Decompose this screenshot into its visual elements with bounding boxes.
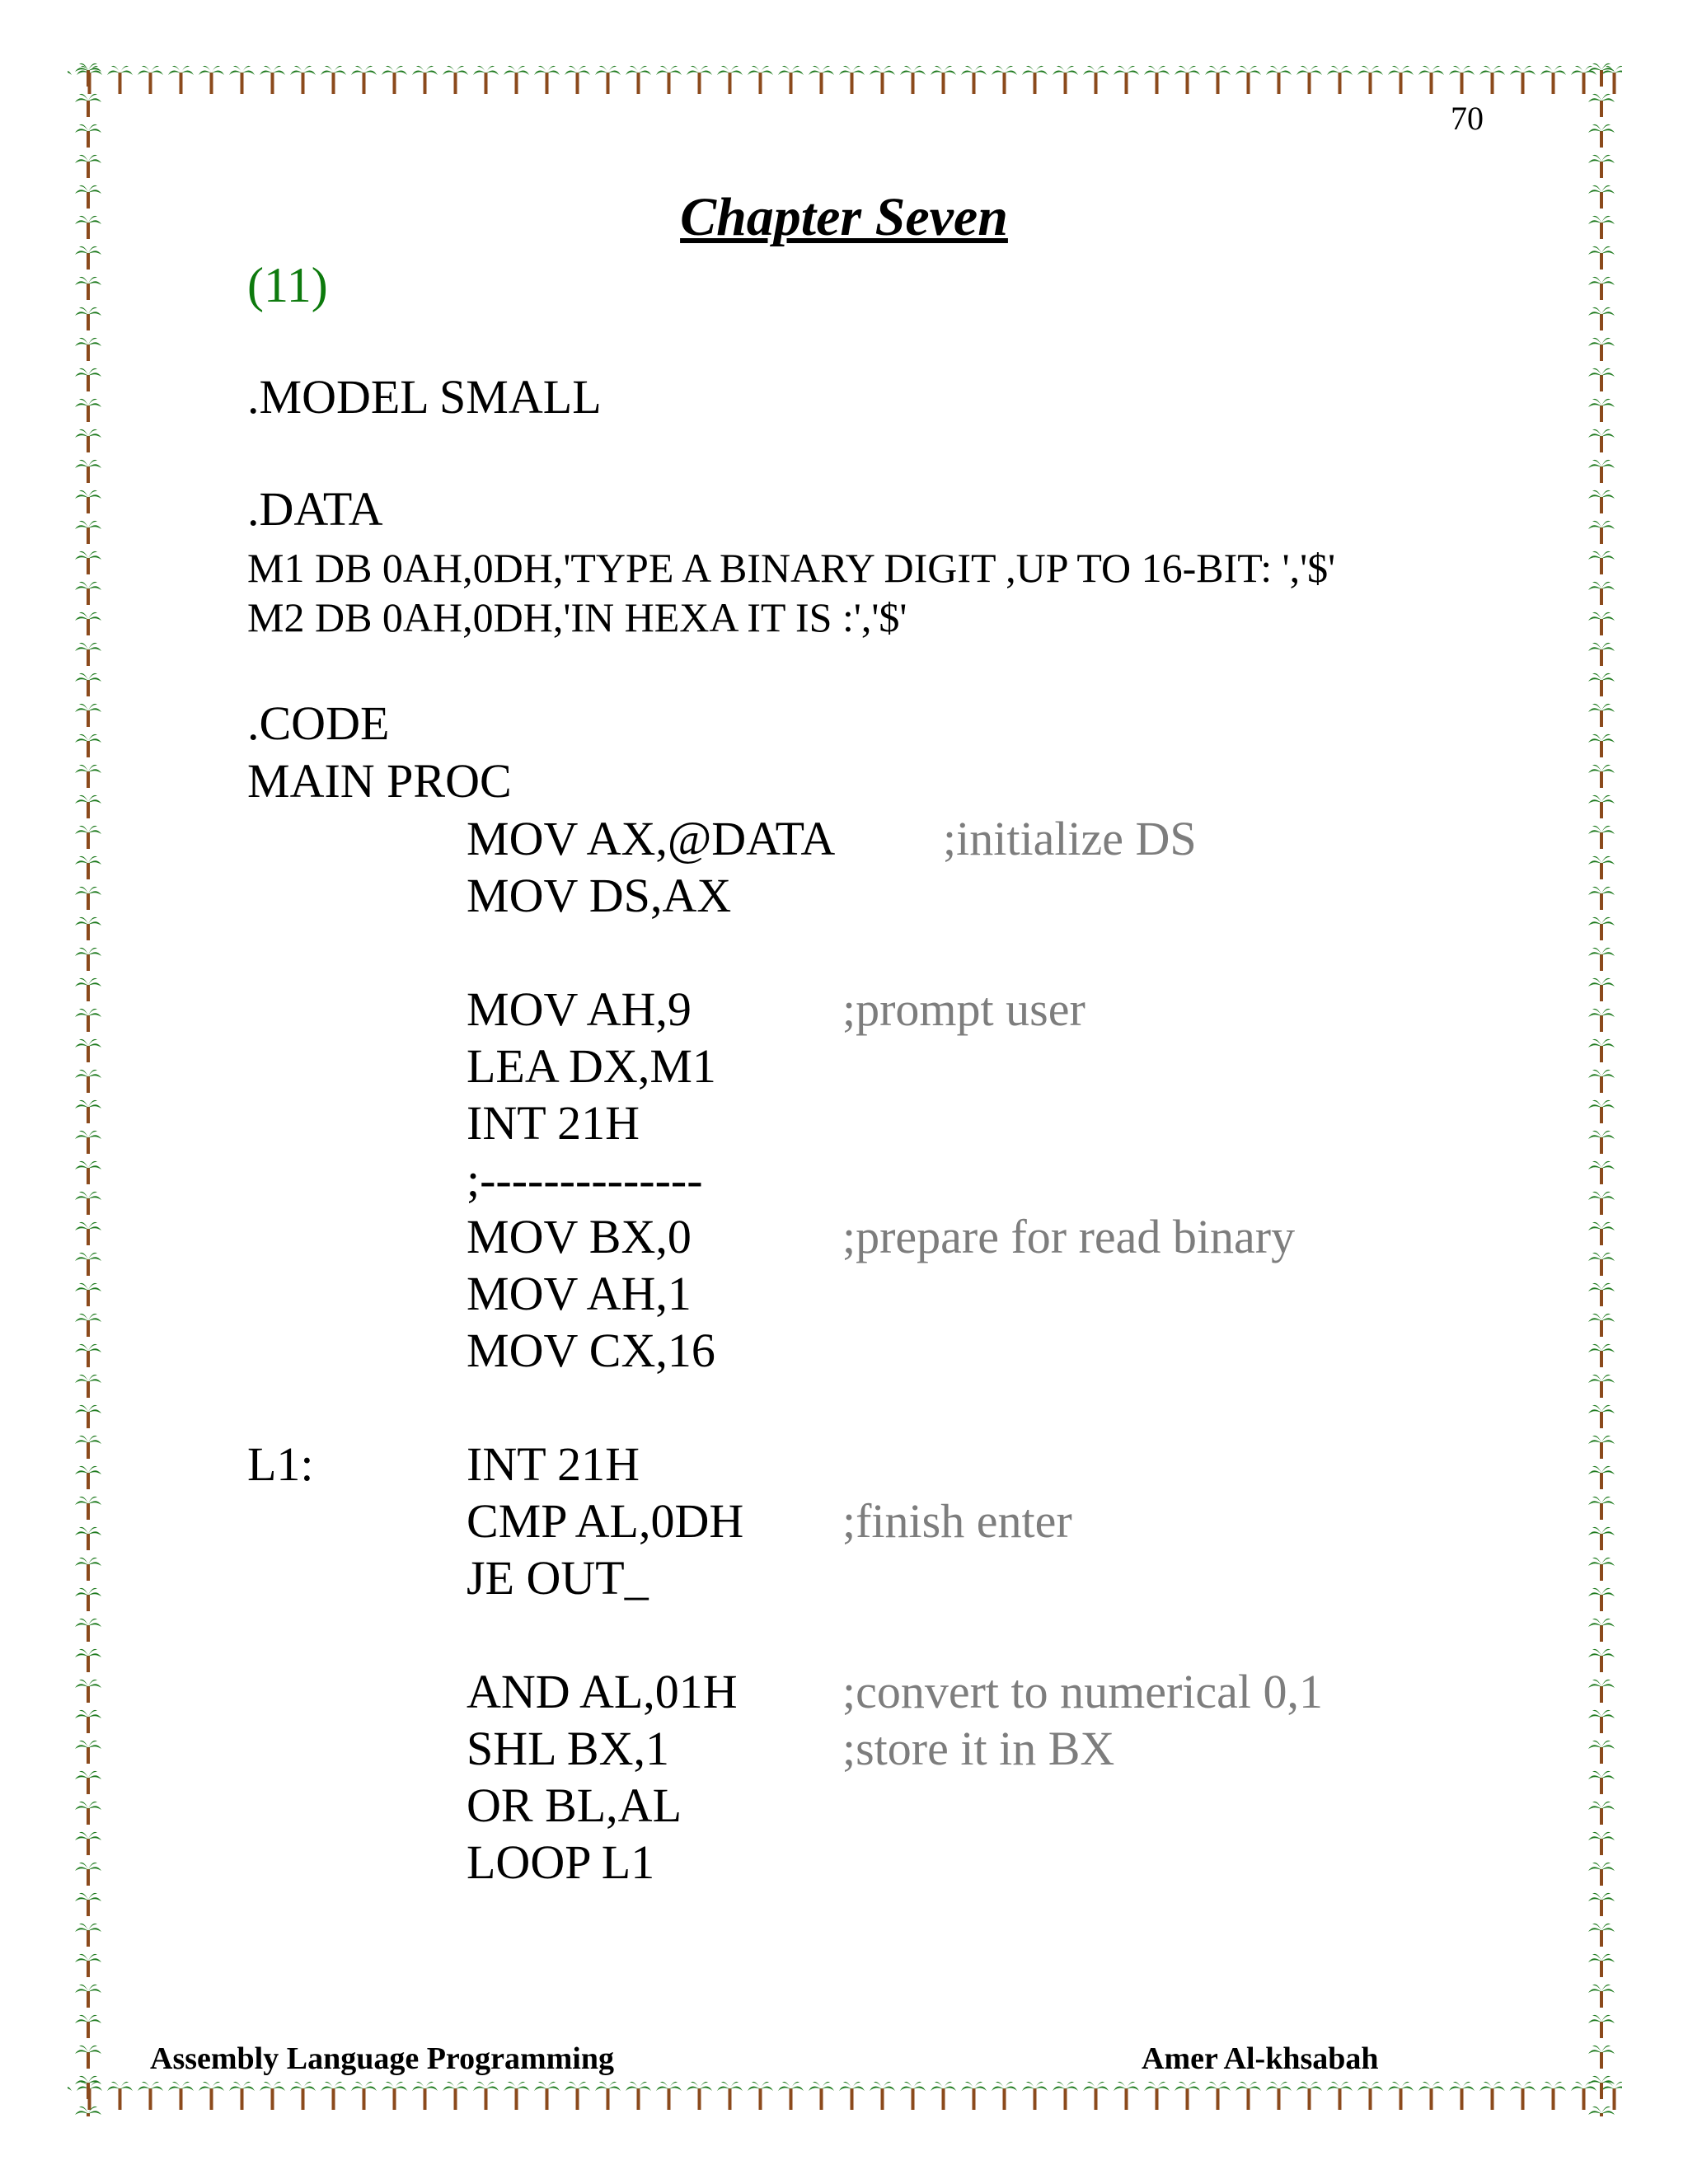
chapter-title: Chapter Seven: [680, 187, 1008, 247]
page-number: 70: [1451, 100, 1484, 137]
proc-start: MAIN PROC: [247, 754, 512, 808]
palm-border-left: [68, 59, 109, 2116]
code-comment: ;prompt user: [842, 982, 1085, 1036]
exercise-number: (11): [247, 258, 328, 312]
code-instruction: OR BL,AL: [467, 1779, 682, 1832]
code-directive: .CODE: [247, 696, 390, 750]
code-label: L1:: [247, 1437, 314, 1491]
code-comment: ;convert to numerical 0,1: [842, 1665, 1324, 1718]
data-line: M1 DB 0AH,0DH,'TYPE A BINARY DIGIT ,UP TO 16-BIT: ','$': [247, 545, 1336, 591]
model-directive: .MODEL SMALL: [247, 370, 602, 424]
code-instruction: MOV CX,16: [467, 1324, 715, 1377]
code-instruction: SHL BX,1: [467, 1722, 669, 1775]
code-instruction: AND AL,01H: [467, 1665, 738, 1718]
code-comment: ;finish enter: [842, 1494, 1072, 1548]
code-instruction: JE OUT_: [467, 1551, 649, 1605]
data-directive: .DATA: [247, 482, 383, 536]
code-instruction: MOV AX,@DATA: [467, 812, 836, 865]
palm-border-right: [1581, 59, 1622, 2116]
code-separator: ;--------------: [467, 1153, 703, 1207]
code-instruction: MOV AH,9: [467, 982, 692, 1036]
palm-border-bottom: [68, 2075, 1622, 2116]
code-instruction: LEA DX,M1: [467, 1039, 716, 1093]
footer-book-title: Assembly Language Programming: [150, 2041, 614, 2076]
footer-author: Amer Al-khsabah: [1142, 2041, 1379, 2076]
code-instruction: LOOP L1: [467, 1835, 655, 1889]
code-comment: ;store it in BX: [842, 1722, 1115, 1775]
code-comment: ;initialize DS: [943, 812, 1197, 865]
code-instruction: MOV AH,1: [467, 1267, 692, 1320]
data-line: M2 DB 0AH,0DH,'IN HEXA IT IS :','$': [247, 594, 907, 640]
code-instruction: INT 21H: [467, 1096, 640, 1150]
palm-border-top: [68, 59, 1622, 101]
code-instruction: MOV DS,AX: [467, 869, 732, 922]
code-instruction: MOV BX,0: [467, 1210, 692, 1263]
code-instruction: CMP AL,0DH: [467, 1494, 744, 1548]
code-comment: ;prepare for read binary: [842, 1210, 1296, 1263]
code-instruction: INT 21H: [467, 1437, 640, 1491]
